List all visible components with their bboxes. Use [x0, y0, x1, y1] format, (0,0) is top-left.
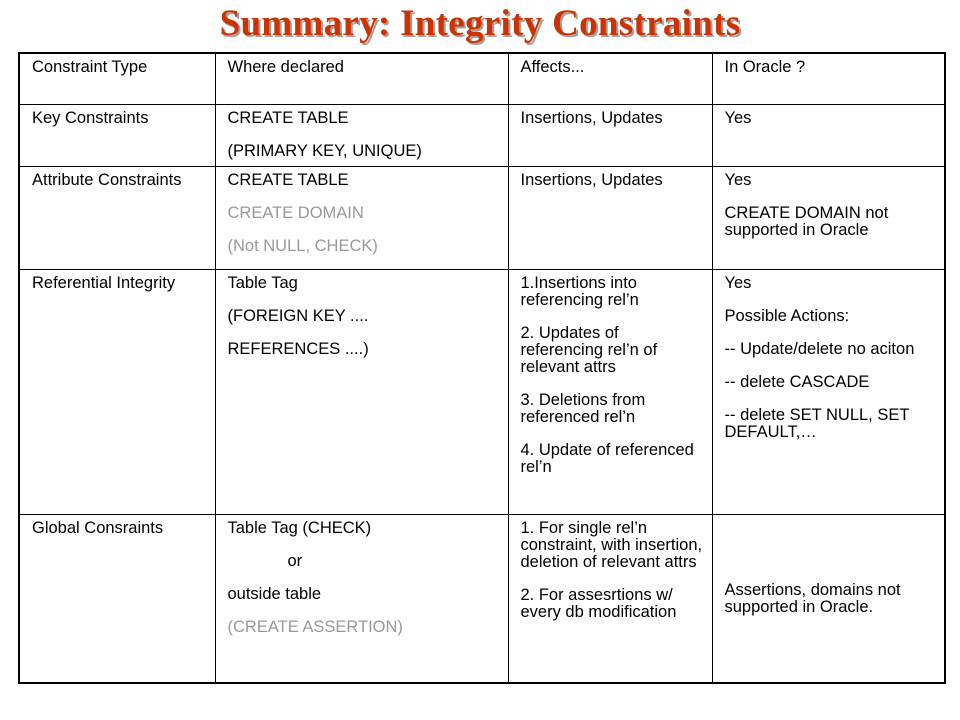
constraints-table: [18, 52, 946, 684]
cell-text: Possible Actions:: [724, 306, 850, 325]
table-row: [19, 514, 945, 683]
cell-text: Yes: [724, 273, 752, 292]
cell-text: -- delete CASCADE: [724, 372, 870, 391]
cell-text: 3. Deletions from referenced rel’n: [520, 390, 646, 426]
cell-text: (Not NULL, CHECK): [227, 236, 378, 255]
header-where-declared: Where declared: [215, 53, 508, 104]
cell-affects: [508, 514, 712, 683]
table-row: [19, 104, 945, 166]
cell-constraint-type: [19, 269, 215, 514]
cell-text: Yes: [724, 170, 752, 189]
cell-text: Table Tag: [227, 273, 298, 292]
header-in-oracle: In Oracle ?: [712, 53, 945, 104]
cell-in-oracle: [712, 166, 945, 269]
cell-text: 1. For single rel’n constraint, with insertion, deletion of relevant attrs: [520, 518, 703, 571]
cell-text: Key Constraints: [32, 108, 149, 127]
cell-text: outside table: [227, 584, 322, 603]
cell-text: Assertions, domains not supported in Oracle.: [724, 580, 901, 616]
cell-affects: [508, 104, 712, 166]
cell-text: Global Consraints: [32, 518, 164, 537]
table-header-row: [19, 53, 945, 104]
cell-text: or: [287, 551, 303, 570]
cell-affects: [508, 269, 712, 514]
cell-where-declared: [215, 166, 508, 269]
cell-where-declared: [215, 104, 508, 166]
cell-where-declared: [215, 269, 508, 514]
cell-in-oracle: [712, 104, 945, 166]
cell-text: CREATE TABLE: [227, 108, 349, 127]
cell-text: (PRIMARY KEY, UNIQUE): [227, 141, 422, 160]
cell-text: (CREATE ASSERTION): [227, 617, 403, 636]
cell-affects: [508, 166, 712, 269]
cell-text: Attribute Constraints: [32, 170, 182, 189]
cell-text: Insertions, Updates: [520, 108, 663, 127]
cell-text: (FOREIGN KEY ....: [227, 306, 369, 325]
cell-in-oracle: [712, 269, 945, 514]
slide-title: Summary: Integrity Constraints: [219, 3, 741, 44]
cell-text: Table Tag (CHECK): [227, 518, 372, 537]
cell-text: CREATE TABLE: [227, 170, 349, 189]
cell-text: -- delete SET NULL, SET DEFAULT,…: [724, 405, 910, 441]
cell-constraint-type: [19, 514, 215, 683]
header-constraint-type: Constraint Type: [19, 53, 215, 104]
cell-text: REFERENCES ....): [227, 339, 369, 358]
cell-in-oracle: [712, 514, 945, 683]
table-row: [19, 166, 945, 269]
cell-constraint-type: [19, 166, 215, 269]
cell-text: 2. For assesrtions w/ every db modification: [520, 585, 677, 621]
cell-text: CREATE DOMAIN not supported in Oracle: [724, 203, 889, 239]
cell-text: CREATE DOMAIN: [227, 203, 364, 222]
cell-text: Yes: [724, 108, 752, 127]
header-affects: Affects...: [508, 53, 712, 104]
cell-constraint-type: [19, 104, 215, 166]
cell-text: 4. Update of referenced rel’n: [520, 440, 694, 476]
cell-text: -- Update/delete no aciton: [724, 339, 915, 358]
cell-text: Insertions, Updates: [520, 170, 663, 189]
cell-text: 1.Insertions into referencing rel’n: [520, 273, 639, 309]
table-row: [19, 269, 945, 514]
cell-where-declared: [215, 514, 508, 683]
cell-text: 2. Updates of referencing rel’n of relevant attrs: [520, 323, 658, 376]
cell-text: Referential Integrity: [32, 273, 176, 292]
